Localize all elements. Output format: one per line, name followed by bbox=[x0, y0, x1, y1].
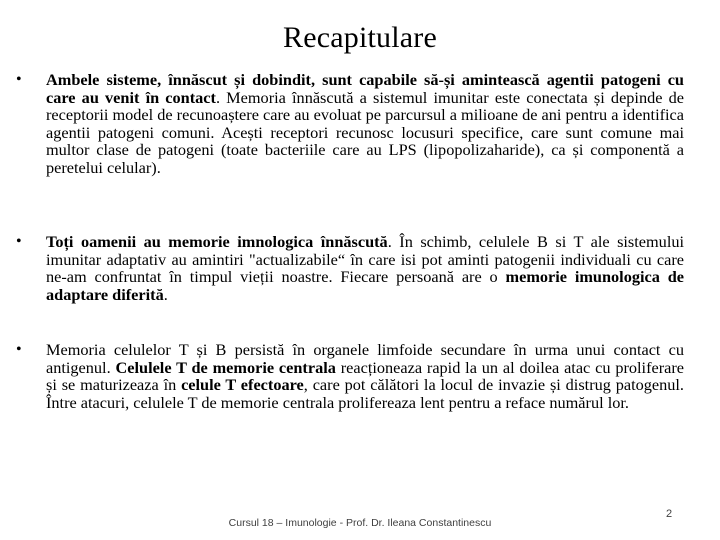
bullet-1-text bbox=[46, 70, 684, 177]
bullet-2-text bbox=[46, 232, 684, 304]
text-segment: , care pot călători la locul de invazie și distrug patogenul. Între atacuri, celulele T de memorie centrala prolifereaza lent pentru a reface numărul lor. bbox=[46, 375, 685, 412]
bold-text-segment: Toți oamenii au memorie imnologica înnăscută bbox=[46, 232, 388, 251]
bullet-3-text bbox=[46, 340, 684, 412]
bullet-paragraph-2 bbox=[16, 232, 685, 304]
text-segment: reacționeaza rapid la un al doilea atac cu proliferare și se maturizeaza în bbox=[46, 357, 685, 394]
bullet-marker: • bbox=[16, 233, 22, 250]
bullet-paragraph-3 bbox=[16, 340, 685, 412]
bold-text-segment: Celulele T de memorie centrala bbox=[115, 357, 336, 377]
text-segment: Memoria celulelor T și B persistă în organele limfoide secundare în urma unui contact cu antigenul. bbox=[46, 340, 684, 377]
text-segment: . bbox=[163, 284, 168, 304]
text-segment: . În schimb, celulele B si T ale sistemului imunitar adaptativ au amintiri "actualizabile“ în care isi pot aminti patogenii individuali cu care ne-am confruntat în timpul vieții noastre. Fiecare persoană are o bbox=[46, 232, 685, 286]
bullet-marker: • bbox=[16, 341, 22, 358]
bullet-marker: • bbox=[16, 71, 22, 88]
bold-text-segment: celule T efectoare bbox=[181, 375, 304, 394]
bullet-paragraph-1 bbox=[16, 70, 684, 177]
slide-title: Recapitulare bbox=[283, 21, 437, 54]
slide-footer: Cursul 18 – Imunologie - Prof. Dr. Ileana Constantinescu bbox=[228, 517, 492, 529]
bold-text-segment: memorie imunologica de adaptare diferită bbox=[46, 267, 684, 304]
text-segment: . Memoria înnăscută a sistemul imunitar este conectata și depinde de receptorii model de recunoaștere care au evoluat pe parcursul a milioane de ani pentru a identifica agentii patogeni comuni. Acești receptori recunosc locusuri specifice, care sunt comune mai multor clase de patogeni (toate bacteriile care au LPS (lipopolizaharide), ca și componentă a peretelui celular). bbox=[46, 87, 684, 177]
bold-text-segment: Ambele sisteme, înnăscut și dobindit, sunt capabile să-și amintească agentii patogeni cu care au venit în contact bbox=[46, 70, 684, 107]
page-number: 2 bbox=[666, 508, 673, 520]
